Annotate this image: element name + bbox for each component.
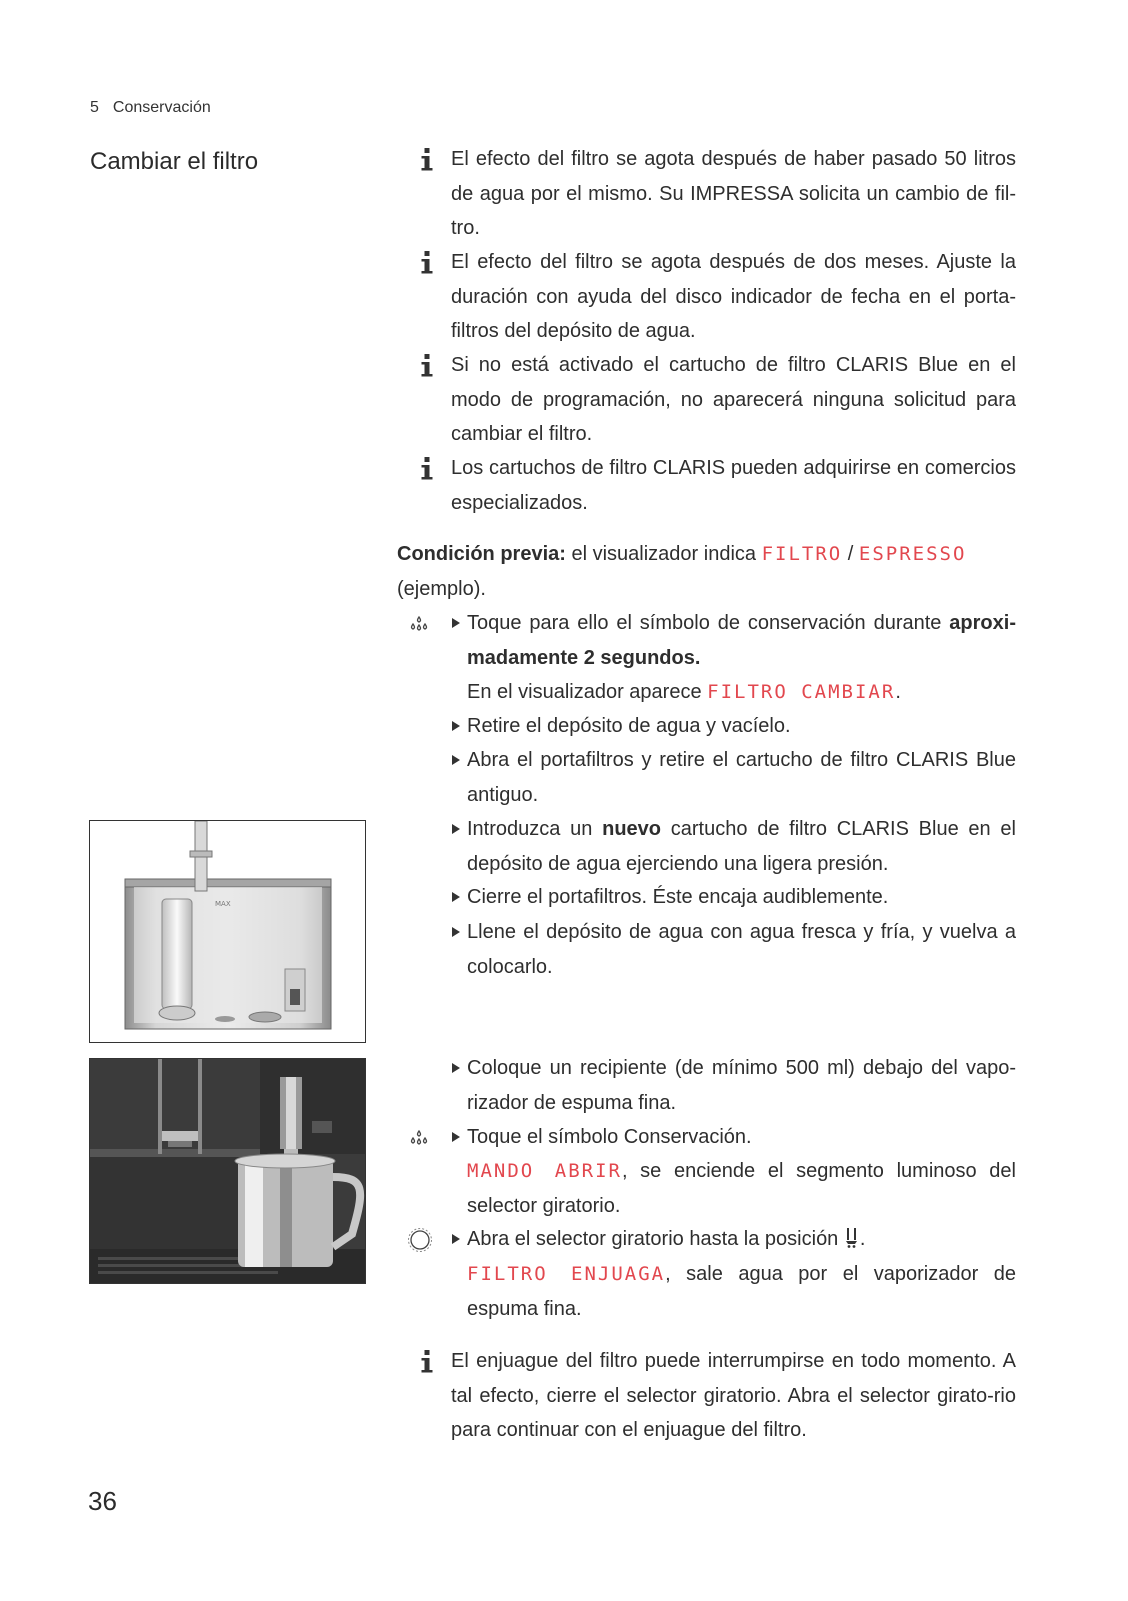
info-note-text: Si no está activado el cartucho de filtro CLARIS Blue en el modo de programación, no aparecerá ninguna solicitud para cambiar el filtro. bbox=[451, 354, 1016, 445]
display-text: MANDO ABRIR bbox=[467, 1160, 622, 1182]
step-result-text: , se enciende el segmento luminoso del selector giratorio. bbox=[467, 1160, 1016, 1217]
display-text: FILTRO bbox=[761, 543, 843, 565]
section-number: 5 bbox=[90, 99, 99, 116]
running-header bbox=[90, 99, 211, 117]
info-note bbox=[420, 451, 1016, 520]
maintenance-symbol-icon bbox=[408, 1129, 430, 1147]
precondition-text: el visualizador indica bbox=[571, 543, 757, 565]
info-note-text: El efecto del filtro se agota después de haber pasado 50 litros de agua por el mismo. Su IMPRESSA solicita un cambio de fil-tro. bbox=[451, 148, 1016, 239]
step-text: Toque para ello el símbolo de conservación durante bbox=[467, 612, 942, 634]
step-result bbox=[467, 675, 1016, 710]
step-bold-text: nuevo bbox=[602, 818, 662, 840]
bullet-arrow-icon bbox=[452, 927, 460, 937]
step bbox=[452, 812, 1016, 881]
bullet-arrow-icon bbox=[452, 892, 460, 902]
step-text: Coloque un recipiente (de mínimo 500 ml) debajo del vapo-rizador de espuma fina. bbox=[467, 1057, 1016, 1114]
step bbox=[452, 709, 1016, 744]
bullet-arrow-icon bbox=[452, 1234, 460, 1244]
step bbox=[452, 880, 1016, 915]
step bbox=[452, 1051, 1016, 1120]
info-note-text: Los cartuchos de filtro CLARIS pueden adquirirse en comercios especializados. bbox=[451, 457, 1016, 514]
step-text: Toque el símbolo Conservación. bbox=[467, 1126, 752, 1148]
precondition bbox=[397, 537, 1017, 606]
info-icon bbox=[420, 251, 434, 275]
info-note bbox=[420, 1344, 1016, 1448]
page-number: 36 bbox=[88, 1486, 117, 1516]
info-note-text: El enjuague del filtro puede interrumpirse en todo momento. A tal efecto, cierre el selector giratorio. Abra el selector girato-rio para continuar con el enjuague del filtro. bbox=[451, 1350, 1016, 1441]
bullet-arrow-icon bbox=[452, 824, 460, 834]
step-result-text: En el visualizador aparece bbox=[467, 681, 702, 703]
step bbox=[452, 606, 1016, 675]
info-icon bbox=[420, 457, 434, 481]
info-note-text: El efecto del filtro se agota después de dos meses. Ajuste la duración con ayuda del disco indicador de fecha en el porta-filtros del depósito de agua. bbox=[451, 251, 1016, 342]
display-text: FILTRO ENJUAGA bbox=[467, 1263, 666, 1285]
punctuation: . bbox=[859, 1228, 866, 1250]
water-tank-figure bbox=[89, 820, 366, 1043]
step bbox=[452, 743, 1016, 812]
bullet-arrow-icon bbox=[452, 721, 460, 731]
step-text: Cierre el portafiltros. Éste encaja audiblemente. bbox=[467, 886, 889, 908]
steam-position-icon bbox=[844, 1227, 860, 1249]
precondition-label: Condición previa: bbox=[397, 543, 566, 565]
step-text: Retire el depósito de agua y vacíelo. bbox=[467, 715, 791, 737]
page-heading: Cambiar el filtro bbox=[90, 148, 259, 175]
maintenance-symbol-icon bbox=[408, 615, 430, 633]
separator: / bbox=[847, 543, 854, 565]
step bbox=[452, 1222, 1016, 1257]
step-text: cartucho de filtro CLARIS Blue en el depósito de agua ejerciendo una ligera presión. bbox=[467, 818, 1016, 875]
info-icon bbox=[420, 354, 434, 378]
rotary-selector-icon bbox=[407, 1227, 433, 1253]
precondition-suffix: (ejemplo). bbox=[397, 577, 486, 600]
bullet-arrow-icon bbox=[452, 618, 460, 628]
step bbox=[452, 915, 1016, 984]
step-bold-text: aproxi-madamente 2 segundos. bbox=[467, 612, 1016, 669]
step-text: Llene el depósito de agua con agua fresca y fría, y vuelva a colocarlo. bbox=[467, 921, 1016, 978]
bullet-arrow-icon bbox=[452, 1132, 460, 1142]
info-icon bbox=[420, 1350, 434, 1374]
machine-figure bbox=[89, 1058, 366, 1284]
punctuation: . bbox=[895, 681, 901, 703]
step-result bbox=[467, 1154, 1016, 1223]
info-note bbox=[420, 245, 1016, 349]
info-icon bbox=[420, 148, 434, 172]
display-text: FILTRO CAMBIAR bbox=[707, 681, 896, 703]
info-note bbox=[420, 142, 1016, 246]
step-result bbox=[467, 1257, 1016, 1326]
bullet-arrow-icon bbox=[452, 755, 460, 765]
step bbox=[452, 1120, 1016, 1155]
info-note bbox=[420, 348, 1016, 452]
step-text: Abra el portafiltros y retire el cartucho de filtro CLARIS Blue antiguo. bbox=[467, 749, 1016, 806]
step-result-text: , sale agua por el vaporizador de espuma fina. bbox=[467, 1263, 1016, 1320]
bullet-arrow-icon bbox=[452, 1063, 460, 1073]
step-text: Abra el selector giratorio hasta la posición bbox=[467, 1228, 839, 1250]
max-label: MAX bbox=[215, 900, 231, 908]
step-text: Introduzca un bbox=[467, 818, 593, 840]
display-text: ESPRESSO bbox=[858, 543, 967, 565]
section-title: Conservación bbox=[112, 99, 211, 116]
